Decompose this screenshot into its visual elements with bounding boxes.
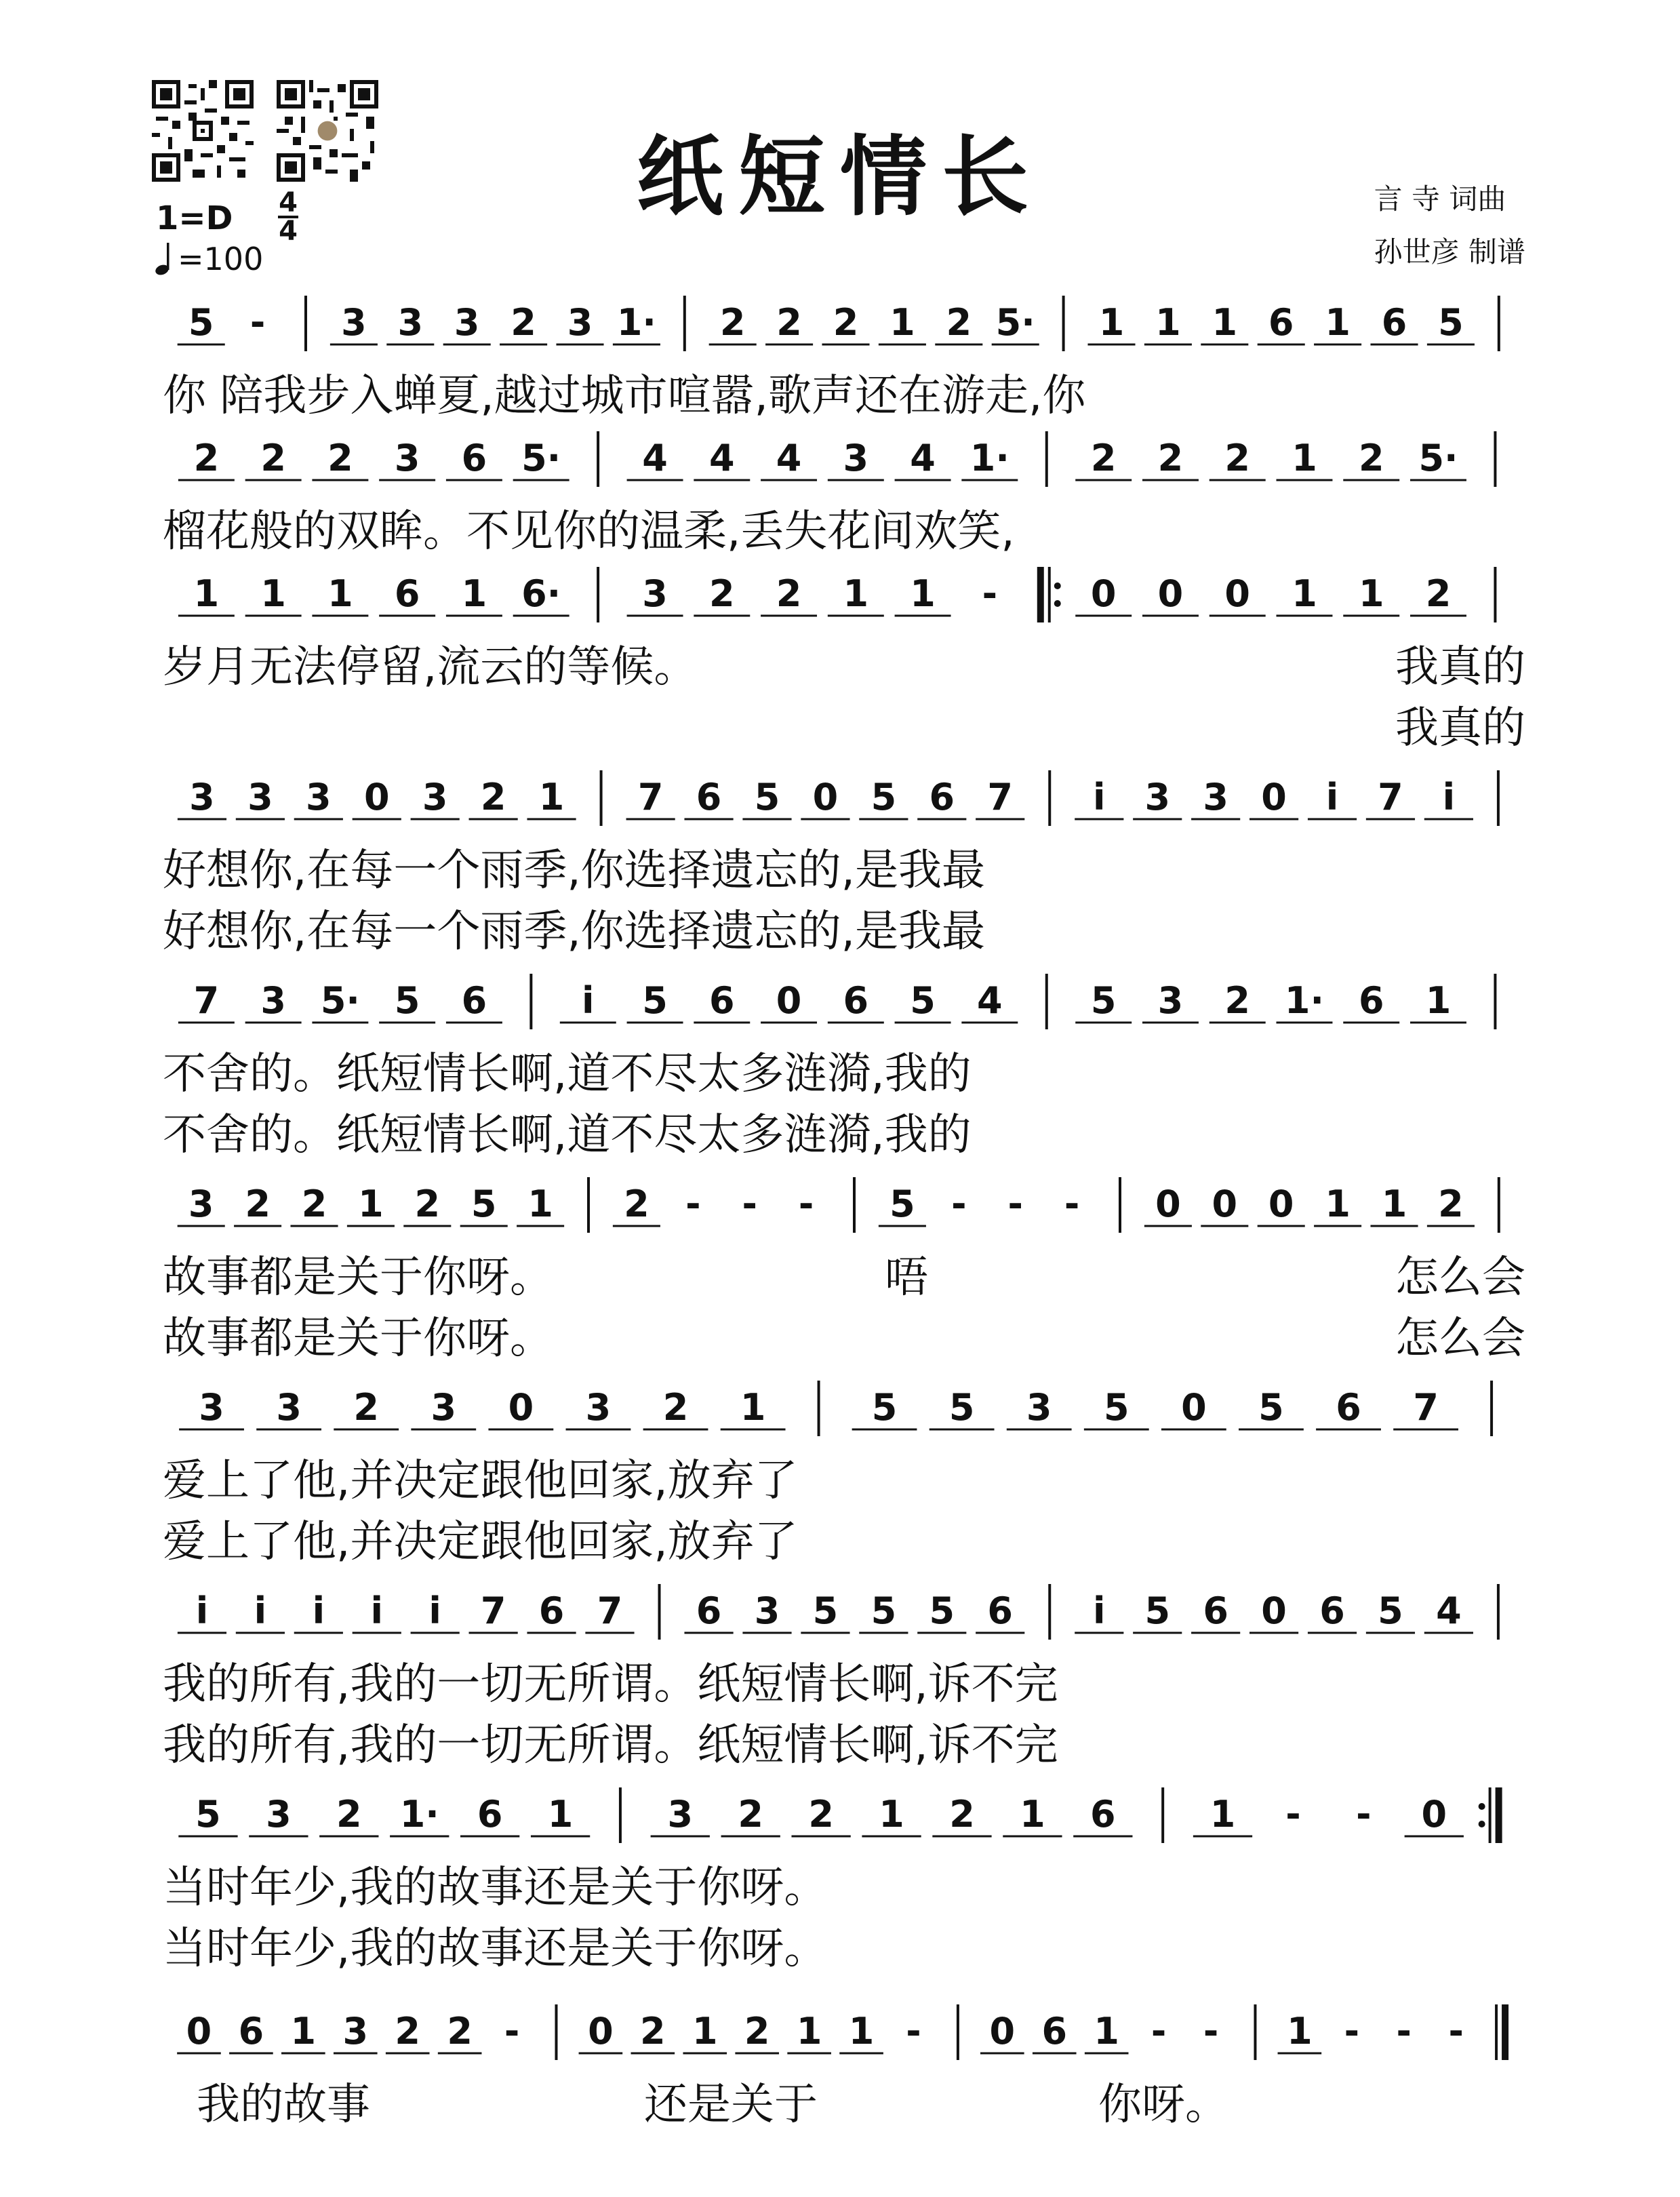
note: 1 (1358, 572, 1384, 615)
note: 2 (662, 1386, 689, 1429)
note: 5 (1090, 979, 1117, 1022)
note: 0 (1157, 572, 1184, 615)
note: 2 (193, 437, 220, 479)
note: 3 (394, 437, 420, 479)
note: 6 (929, 776, 955, 818)
time-signature-top: 4 (279, 187, 298, 218)
note: i (370, 1589, 384, 1632)
note: 3 (1144, 776, 1171, 818)
note: 6 (709, 979, 735, 1022)
note: 0 (1268, 1183, 1294, 1225)
note: 1· (1284, 979, 1325, 1022)
note: 2 (946, 301, 972, 344)
score-row-6 (0, 1166, 1680, 1370)
lyric-line-4-verse2: 好想你,在每一个雨季,你选择遗忘的,是我最 (163, 907, 986, 957)
note: 5 (910, 979, 936, 1022)
song-title: 纸短情长 (636, 127, 1043, 228)
note: 3 (276, 1386, 302, 1429)
note: 2 (776, 572, 802, 615)
note: 3 (422, 776, 448, 818)
note: 5 (1378, 1589, 1403, 1632)
note: 5 (812, 1589, 839, 1632)
note: 3 (567, 301, 593, 344)
note: 3 (199, 1386, 224, 1429)
note: 6 (1336, 1386, 1361, 1429)
note: 7 (597, 1589, 623, 1632)
note: 4 (709, 437, 735, 479)
lyric-line-7-verse1: 爱上了他,并决定跟他回家,放弃了 (163, 1456, 798, 1506)
note: 1 (461, 572, 487, 615)
lyric-line-4-verse1: 好想你,在每一个雨季,你选择遗忘的,是我最 (163, 846, 986, 896)
note: - (1007, 1183, 1023, 1225)
note: 1 (1425, 979, 1452, 1022)
note: - (742, 1183, 757, 1225)
note: 3 (189, 776, 215, 818)
note: - (1151, 2010, 1167, 2053)
lyric-line-6-verse1: 故事都是关于你呀。 (163, 1252, 553, 1303)
note: 5 (471, 1183, 497, 1225)
note: 0 (1421, 1793, 1447, 1836)
score-row-10 (0, 1994, 1680, 2197)
lyric-line-9-verse2: 当时年少,我的故事还是关于你呀。 (163, 1924, 828, 1974)
note: 3 (454, 301, 480, 344)
note: 5 (948, 1386, 975, 1429)
note: 6 (987, 1589, 1014, 1632)
note: 6 (461, 437, 487, 479)
note: 5 (394, 979, 420, 1022)
note: 1 (527, 1183, 553, 1225)
note: 1 (290, 2010, 317, 2053)
note: - (1356, 1793, 1372, 1836)
lyric-line-9-verse1: 当时年少,我的故事还是关于你呀。 (163, 1863, 828, 1913)
note: 5· (1418, 437, 1458, 479)
note: 7 (987, 776, 1014, 818)
note: 1 (1212, 301, 1238, 344)
note: i (1093, 776, 1106, 818)
note: 3 (585, 1386, 612, 1429)
lyric-line-5-verse1: 不舍的。纸短情长啊,道不尽太多涟漪,我的 (163, 1049, 972, 1099)
note: 3 (754, 1589, 780, 1632)
tempo-value: =100 (178, 241, 264, 277)
note: 2 (336, 1793, 362, 1836)
note: - (249, 301, 266, 344)
lyrics-music-credit: 言 寺 词曲 (1374, 182, 1506, 216)
note: 6· (521, 572, 561, 615)
key-signature: 1=D (156, 199, 233, 237)
note: 2 (719, 301, 746, 344)
note: - (798, 1183, 814, 1225)
note: 4 (1436, 1589, 1462, 1632)
note: 1 (1381, 1183, 1407, 1225)
lyric-line-8-verse2: 我的所有,我的一切无所谓。纸短情长啊,诉不完 (163, 1720, 1058, 1770)
note: 6 (1381, 301, 1407, 344)
lyric-line-5-verse2: 不舍的。纸短情长啊,道不尽太多涟漪,我的 (163, 1110, 972, 1160)
note: 1 (1098, 301, 1125, 344)
note: 3 (431, 1386, 457, 1429)
note: - (1064, 1183, 1080, 1225)
note: 1· (616, 301, 656, 344)
note: 0 (989, 2010, 1016, 2053)
note: 3 (247, 776, 273, 818)
note: 5 (1258, 1386, 1284, 1429)
note: 1 (692, 2010, 718, 2053)
note: 2 (1224, 437, 1251, 479)
note: 1 (843, 572, 869, 615)
arranger-credit: 孙世彦 制谱 (1374, 235, 1525, 269)
note: 2 (744, 2010, 770, 2053)
note: 5· (320, 979, 360, 1022)
note: 7 (193, 979, 220, 1022)
tempo-marking (155, 241, 263, 277)
note: 5 (929, 1589, 955, 1632)
lyric-line-8-verse1: 我的所有,我的一切无所谓。纸短情长啊,诉不完 (163, 1659, 1058, 1709)
repeat-dot (1054, 600, 1061, 607)
note: 2 (1090, 437, 1117, 479)
lyric-line-6-verse2-end: 怎么会 (1395, 1313, 1525, 1364)
note: 0 (588, 2010, 614, 2053)
note: 1 (1287, 2010, 1313, 2053)
note: 1 (1020, 1793, 1045, 1836)
note: 7 (1378, 776, 1403, 818)
note: 2 (1224, 979, 1251, 1022)
final-barline-thick (1502, 2004, 1508, 2060)
repeat-start-thick (1037, 567, 1044, 622)
note: 3 (1157, 979, 1184, 1022)
time-signature (278, 187, 298, 247)
note: 4 (977, 979, 1003, 1022)
note: - (1344, 2010, 1360, 2053)
note: 0 (1212, 1183, 1238, 1225)
note: - (1285, 1793, 1301, 1836)
note: 7 (637, 776, 664, 818)
note: 3 (341, 301, 367, 344)
note: i (1325, 776, 1339, 818)
score-row-7 (0, 1370, 1680, 1573)
note: 3 (260, 979, 286, 1022)
note: 5 (1144, 1589, 1171, 1632)
note: 1 (538, 776, 565, 818)
note: 1 (1325, 1183, 1351, 1225)
note: 6 (461, 979, 487, 1022)
note: 2 (1157, 437, 1184, 479)
repeat-dot (1054, 582, 1061, 589)
note: - (1396, 2010, 1412, 2053)
note: 1 (740, 1386, 766, 1429)
quarter-note-icon (155, 241, 175, 277)
note: 6 (238, 2010, 264, 2053)
note: - (951, 1183, 967, 1225)
note: 1 (260, 572, 286, 615)
note: 2 (353, 1386, 379, 1429)
note: 0 (1155, 1183, 1181, 1225)
note: 5 (754, 776, 780, 818)
note: 7 (480, 1589, 506, 1632)
note: 1 (1292, 572, 1317, 615)
note: 1 (193, 572, 220, 615)
note: 2 (624, 1183, 649, 1225)
note: 1 (327, 572, 353, 615)
lyric-line-3-verse2-end: 我真的 (1395, 703, 1525, 753)
repeat-end-thick (1496, 1787, 1502, 1843)
note: 6 (843, 979, 869, 1022)
note: 1 (796, 2010, 822, 2053)
note: 2 (1358, 437, 1384, 479)
note: 2 (414, 1183, 441, 1225)
note: 3 (843, 437, 869, 479)
note: 2 (480, 776, 506, 818)
note: 2 (1438, 1183, 1464, 1225)
note: 6 (394, 572, 420, 615)
note: 5 (871, 1386, 898, 1429)
note: 5 (188, 301, 214, 344)
note: 6 (538, 1589, 565, 1632)
note: 0 (1261, 776, 1287, 818)
note: 3 (1203, 776, 1228, 818)
note: 2 (245, 1183, 271, 1225)
note: 1 (889, 301, 915, 344)
note: i (312, 1589, 325, 1632)
note: 2 (301, 1183, 327, 1225)
note: 2 (738, 1793, 763, 1836)
note: 2 (260, 437, 286, 479)
note: 6 (1358, 979, 1384, 1022)
score-row-3 (0, 556, 1680, 759)
note: 6 (477, 1793, 503, 1836)
note: 0 (186, 2010, 212, 2053)
note: 5· (995, 301, 1035, 344)
note: 6 (1090, 1793, 1116, 1836)
note: - (1448, 2010, 1464, 2053)
note: 1· (969, 437, 1009, 479)
note: 0 (1261, 1589, 1287, 1632)
note: 5 (1103, 1386, 1129, 1429)
note: 4 (642, 437, 668, 479)
score-row-9 (0, 1777, 1680, 1980)
note: - (685, 1183, 701, 1225)
note: i (428, 1589, 441, 1632)
note: 3 (397, 301, 424, 344)
note: 0 (508, 1386, 534, 1429)
credits (1374, 173, 1525, 279)
lyric-line-3: 岁月无法停留,流云的等候。 (163, 642, 698, 692)
note: 0 (776, 979, 802, 1022)
lyric-line-3-verse1-end: 我真的 (1395, 642, 1525, 692)
note: - (1203, 2010, 1219, 2053)
lyric-outro-2: 还是关于 (644, 2080, 818, 2130)
note: 5 (889, 1183, 915, 1225)
note: 1 (547, 1793, 574, 1836)
note: 2 (949, 1793, 975, 1836)
note: i (582, 979, 595, 1022)
note: 3 (342, 2010, 369, 2053)
note: 5· (521, 437, 561, 479)
note: 1 (1209, 1793, 1236, 1836)
note: 2 (511, 301, 536, 344)
note: 6 (696, 1589, 722, 1632)
note: i (254, 1589, 267, 1632)
lyric-line-6-verse2: 故事都是关于你呀。 (163, 1313, 553, 1364)
lyric-outro-1: 我的故事 (197, 2080, 370, 2130)
note: 3 (266, 1793, 292, 1836)
note: 1 (879, 1793, 904, 1836)
note: 1 (1155, 301, 1181, 344)
note: 5 (1438, 301, 1464, 344)
note: - (906, 2010, 921, 2053)
note: 3 (667, 1793, 694, 1836)
note: 1 (358, 1183, 384, 1225)
time-signature-bottom: 4 (279, 216, 298, 247)
note: 2 (447, 2010, 473, 2053)
note: 4 (910, 437, 936, 479)
note: 1· (399, 1793, 439, 1836)
note: 6 (696, 776, 722, 818)
lyric-line-2: 榴花般的双眸。不见你的温柔,丢失花间欢笑, (163, 507, 1015, 557)
repeat-dot (1479, 1821, 1485, 1827)
note: 5 (195, 1793, 221, 1836)
note: 5 (871, 1589, 897, 1632)
score-row-5 (0, 963, 1680, 1166)
lyric-line-7-verse2: 爱上了他,并决定跟他回家,放弃了 (163, 1517, 798, 1567)
score-row-8 (0, 1573, 1680, 1777)
note: 2 (640, 2010, 666, 2053)
lyric-line-6-verse1-end: 怎么会 (1395, 1252, 1525, 1303)
note: i (1093, 1589, 1106, 1632)
note: 1 (1292, 437, 1317, 479)
note: 0 (1181, 1386, 1207, 1429)
note: 6 (1319, 1589, 1345, 1632)
note: 6 (1268, 301, 1294, 344)
note: 6 (1041, 2010, 1068, 2053)
note: 2 (776, 301, 802, 344)
note: - (504, 2010, 520, 2053)
note: 0 (812, 776, 839, 818)
note: 2 (395, 2010, 421, 2053)
lyric-line-1: 你 陪我步入蝉夏,越过城市喧嚣,歌声还在游走,你 (163, 371, 1086, 421)
note: - (982, 572, 998, 615)
note: 2 (327, 437, 353, 479)
note: i (195, 1589, 209, 1632)
note: 0 (1224, 572, 1251, 615)
note: 5 (642, 979, 668, 1022)
note: 2 (1425, 572, 1452, 615)
repeat-dot (1479, 1803, 1485, 1810)
lyric-outro-3: 你呀。 (1098, 2080, 1228, 2130)
note: 0 (363, 776, 390, 818)
lyric-line-6-hum: 唔 (885, 1252, 928, 1303)
note: 5 (871, 776, 897, 818)
note: 4 (776, 437, 802, 479)
note: 1 (910, 572, 936, 615)
note: 0 (1090, 572, 1117, 615)
note: 1 (1325, 301, 1351, 344)
note: 2 (808, 1793, 834, 1836)
note: 1 (848, 2010, 875, 2053)
note: 1 (1094, 2010, 1119, 2053)
note: 6 (1203, 1589, 1228, 1632)
note: i (1442, 776, 1456, 818)
note: 3 (642, 572, 668, 615)
score-row-4 (0, 759, 1680, 963)
note: 7 (1413, 1386, 1439, 1429)
note: 2 (709, 572, 735, 615)
note: 3 (306, 776, 332, 818)
note: 2 (833, 301, 859, 344)
note: 3 (188, 1183, 214, 1225)
note: 3 (1026, 1386, 1052, 1429)
